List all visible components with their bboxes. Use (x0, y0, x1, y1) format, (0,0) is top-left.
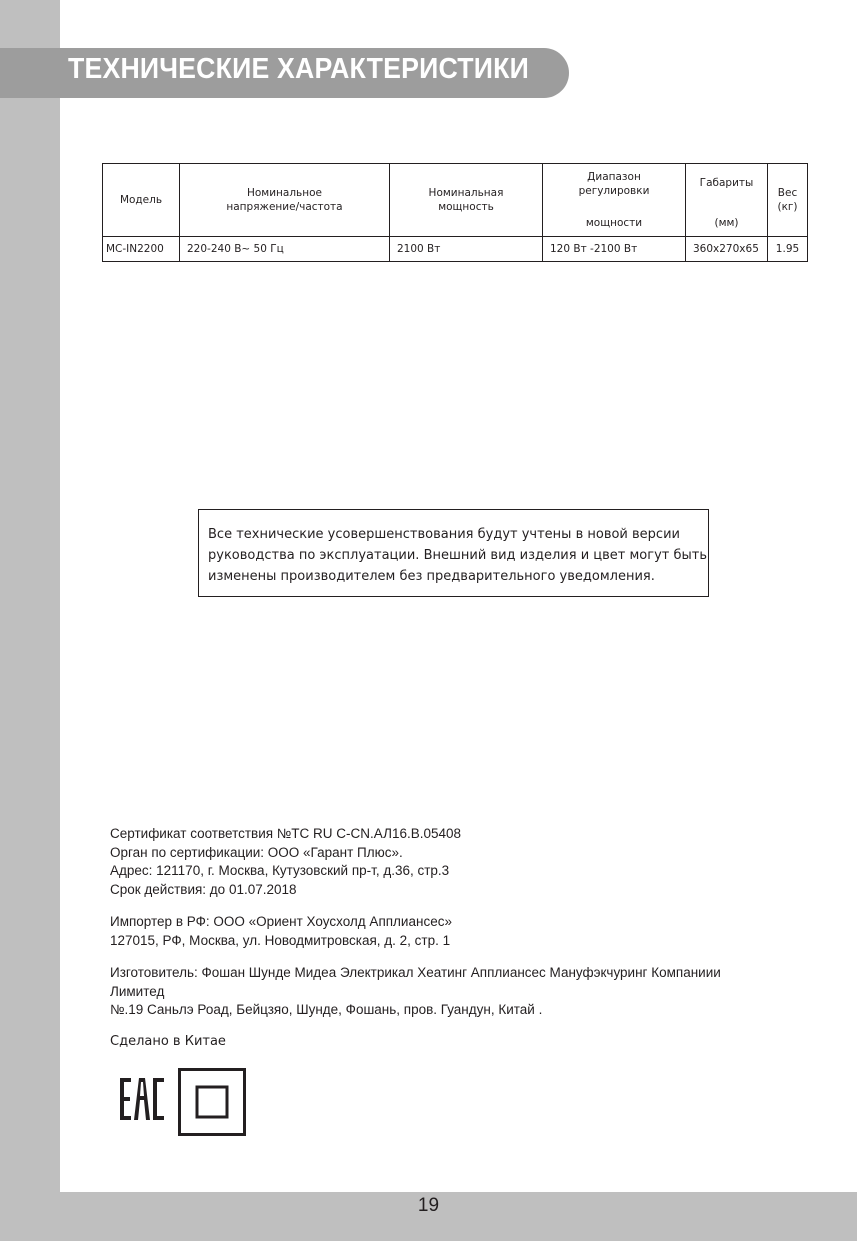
header-dims-line1: Габариты (699, 177, 754, 189)
cell-voltage: 220-240 В~ 50 Гц (180, 237, 390, 262)
cell-dims: 360x270x65 (686, 237, 768, 262)
header-mass-line1: Вес (777, 186, 798, 199)
eac-logo-icon (120, 1078, 164, 1120)
importer-line: 127015, РФ, Москва, ул. Новодмитровская, д. 2, стр. 1 (110, 932, 451, 948)
header-dims (686, 164, 768, 237)
header-range-line3: мощности (585, 216, 643, 229)
cell-model: MC-IN2200 (103, 237, 180, 262)
header-mass (768, 164, 808, 237)
page-title: ТЕХНИЧЕСКИЕ ХАРАКТЕРИСТИКИ (68, 53, 529, 85)
header-power-line2: мощность (438, 201, 494, 213)
header-voltage-line2: напряжение/частота (226, 201, 343, 213)
double-square-icon (178, 1068, 246, 1136)
header-dims-line2: (мм) (714, 216, 739, 229)
notice-box (198, 509, 709, 597)
certificate-line: Орган по сертификации: ООО «Гарант Плюс». (110, 844, 403, 860)
importer-line: Импортер в РФ: ООО «Ориент Хоусхолд Апплиансес» (110, 914, 452, 929)
manufacturer-line: Изготовитель: Фошан Шунде Мидеа Электрикал Хеатинг Апплиансес Мануфэкчуринг Компаниии (110, 965, 721, 980)
certificate-line: Сертификат соответствия №ТС RU C-CN.АЛ16.В.05408 (110, 826, 462, 841)
table-row (103, 237, 808, 262)
cell-power: 2100 Вт (390, 237, 543, 262)
header-model: Модель (103, 164, 180, 237)
notice-line: Все технические усовершенствования будут учтены в новой версии (208, 527, 680, 542)
header-range-line2: регулировки (578, 185, 650, 198)
notice-line: руководства по эксплуатации. Внешний вид изделия и цвет могут быть (208, 548, 708, 563)
header-mass-line2: (кг) (777, 201, 798, 213)
certificate-line: Адрес: 121170, г. Москва, Кутузовский пр-т, д.36, стр.3 (110, 863, 450, 878)
manufacturer-line: Лимитед (110, 983, 165, 999)
legal-info (110, 825, 800, 1020)
notice-line: изменены производителем без предварительного уведомления. (208, 569, 655, 584)
page-number: 19 (417, 1195, 440, 1216)
header-power (390, 164, 543, 237)
header-range (543, 164, 686, 237)
header-voltage-line1: Номинальное (246, 186, 322, 199)
header-voltage (180, 164, 390, 237)
spec-table-header-row (103, 164, 808, 237)
spec-table (102, 163, 808, 262)
header-range-line1: Диапазон (587, 171, 641, 183)
manufacturer-line: №.19 Саньлэ Роад, Бейцзяо, Шунде, Фошань, пров. Гуандун, Китай . (110, 1002, 543, 1017)
header-power-line1: Номинальная (428, 186, 504, 199)
cell-range: 120 Вт -2100 Вт (543, 237, 686, 262)
certificate-line: Срок действия: до 01.07.2018 (110, 881, 297, 897)
cell-mass: 1.95 (768, 237, 808, 262)
made-in-label: Сделано в Китае (110, 1034, 226, 1049)
